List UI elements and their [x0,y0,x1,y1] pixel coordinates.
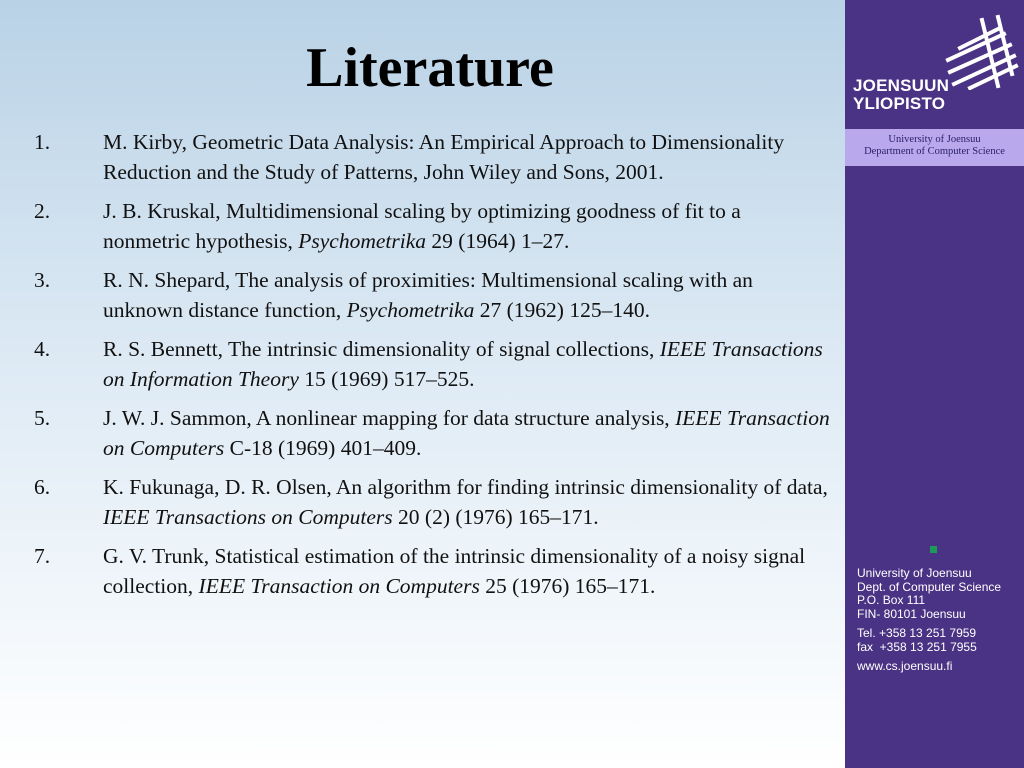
reference-journal: Psychometrika [346,297,475,322]
university-logo-icon [940,14,1024,90]
reference-details: 20 (2) (1976) 165–171. [392,504,599,529]
reference-text: R. N. Shepard, The analysis of proximities: Multimensional scaling with an unknown distance function, [103,268,753,322]
contact-tel: Tel. +358 13 251 7959 [857,626,977,640]
reference-text: J. W. J. Sammon, A nonlinear mapping for data structure analysis, [103,406,676,430]
reference-item [0,542,830,601]
university-logo-text [853,77,949,113]
reference-item [0,128,830,187]
department-box [845,129,1024,166]
reference-details: 15 (1969) 517–525. [298,366,475,391]
reference-number: 2. [34,199,51,223]
reference-item [0,197,830,256]
reference-details: 27 (1962) 125–140. [474,297,650,322]
reference-text: R. S. Bennett, The intrinsic dimensionality of signal collections, [103,337,660,361]
contact-department: Dept. of Computer Science [857,579,1002,594]
reference-list [0,128,830,611]
reference-journal: Psychometrika [298,228,427,253]
reference-number: 4. [34,337,51,361]
reference-item [0,266,830,325]
reference-item [0,335,830,394]
contact-po-box: P.O. Box 111 [857,593,926,607]
contact-info [857,567,1024,674]
logo-line-1: JOENSUUN [853,76,950,95]
department-box-line-2: Department of Computer Science [864,145,1005,157]
contact-university: University of Joensuu [857,566,972,580]
reference-number: 1. [34,130,51,154]
reference-text: K. Fukunaga, D. R. Olsen, An algorithm for finding intrinsic dimensionality of data, [103,475,828,499]
department-box-line-1: University of Joensuu [888,134,981,145]
reference-details: C-18 (1969) 401–409. [224,435,422,460]
contact-website-link[interactable]: www.cs.joensuu.fi [857,659,953,673]
reference-number: 3. [34,268,51,292]
slide-title: Literature [306,37,554,99]
reference-details: 25 (1976) 165–171. [479,573,656,598]
reference-number: 5. [34,406,51,430]
reference-number: 7. [34,544,51,568]
bullet-icon [930,546,937,553]
reference-journal: IEEE Transactions on Information Theory [103,337,823,391]
reference-details: 29 (1964) 1–27. [426,228,570,253]
reference-item [0,404,830,463]
reference-number: 6. [34,475,51,499]
reference-text: J. B. Kruskal, Multidimensional scaling by optimizing goodness of fit to a nonmetric hypothesis, [103,199,741,253]
reference-journal: IEEE Transaction on Computers [198,573,480,598]
reference-text: M. Kirby, Geometric Data Analysis: An Empirical Approach to Dimensionality Reduction and the Study of Patterns, John Wiley and Sons, 2001. [103,130,785,184]
reference-text: G. V. Trunk, Statistical estimation of the intrinsic dimensionality of a noisy signal collection, [103,544,806,598]
contact-fax: fax +358 13 251 7955 [857,639,977,654]
reference-journal: IEEE Transactions on Computers [103,504,393,529]
reference-journal: IEEE Transaction on Computers [103,406,830,460]
reference-item [0,473,830,532]
logo-line-2: YLIOPISTO [853,94,946,113]
contact-postcode: FIN- 80101 Joensuu [857,606,966,621]
